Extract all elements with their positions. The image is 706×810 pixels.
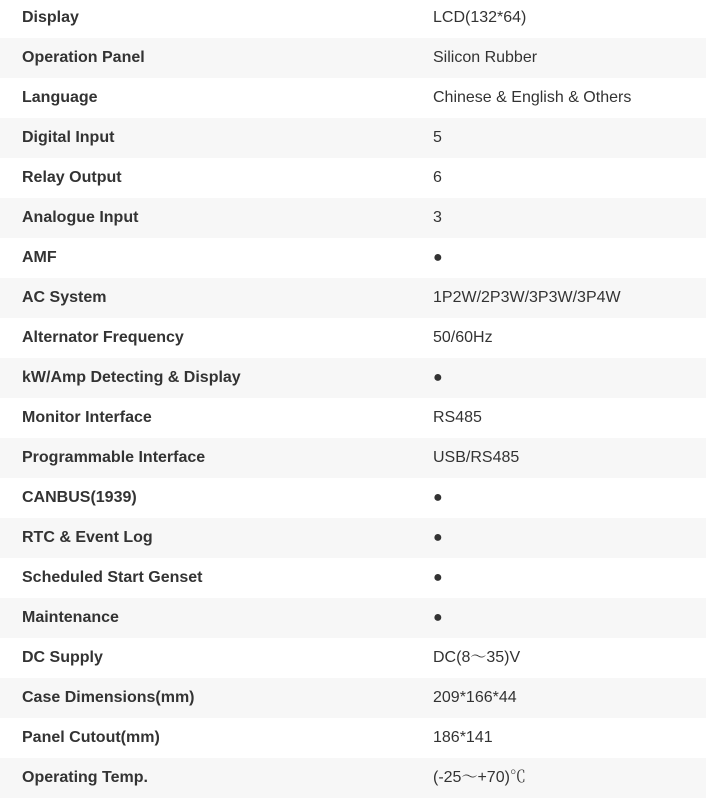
spec-value: 5 <box>433 129 442 146</box>
spec-value: ● <box>433 249 443 266</box>
spec-label: Alternator Frequency <box>22 329 184 346</box>
spec-label: Language <box>22 89 98 106</box>
table-row <box>0 318 706 358</box>
table-row <box>0 758 706 798</box>
spec-label: CANBUS(1939) <box>22 489 137 506</box>
spec-label: Analogue Input <box>22 209 139 226</box>
spec-value: DC(8～35)V <box>433 649 521 666</box>
spec-label: Panel Cutout(mm) <box>22 729 160 746</box>
spec-label: Digital Input <box>22 129 115 146</box>
spec-value: 50/60Hz <box>433 329 493 346</box>
table-row <box>0 478 706 518</box>
table-row <box>0 278 706 318</box>
spec-label: Operation Panel <box>22 49 145 66</box>
table-row <box>0 238 706 278</box>
table-row <box>0 718 706 758</box>
table-row <box>0 358 706 398</box>
spec-label: Maintenance <box>22 609 119 626</box>
table-row <box>0 558 706 598</box>
table-row <box>0 598 706 638</box>
spec-label: kW/Amp Detecting & Display <box>22 369 241 386</box>
table-row <box>0 638 706 678</box>
spec-value: 6 <box>433 169 442 186</box>
spec-value: ● <box>433 489 443 506</box>
spec-label: Scheduled Start Genset <box>22 569 203 586</box>
table-row <box>0 678 706 718</box>
spec-label: DC Supply <box>22 649 103 666</box>
spec-value: LCD(132*64) <box>433 9 527 26</box>
spec-label: Relay Output <box>22 169 122 186</box>
spec-value: 209*166*44 <box>433 689 517 706</box>
spec-value: 186*141 <box>433 729 493 746</box>
spec-value: ● <box>433 529 443 546</box>
spec-value: 1P2W/2P3W/3P3W/3P4W <box>433 289 621 306</box>
table-row <box>0 398 706 438</box>
spec-label: Operating Temp. <box>22 769 148 786</box>
spec-label: Case Dimensions(mm) <box>22 689 195 706</box>
spec-value: Silicon Rubber <box>433 49 538 66</box>
spec-label: Display <box>22 9 79 26</box>
table-row <box>0 158 706 198</box>
table-row <box>0 78 706 118</box>
table-row <box>0 198 706 238</box>
spec-label: Programmable Interface <box>22 449 206 466</box>
table-row <box>0 518 706 558</box>
spec-value: RS485 <box>433 409 482 426</box>
spec-label: RTC & Event Log <box>22 529 153 546</box>
spec-value: USB/RS485 <box>433 449 520 466</box>
spec-value: ● <box>433 369 443 386</box>
spec-label: AC System <box>22 289 107 306</box>
table-row <box>0 0 706 38</box>
spec-value: 3 <box>433 209 442 226</box>
spec-value: ● <box>433 569 443 586</box>
spec-label: Monitor Interface <box>22 409 152 426</box>
table-row <box>0 38 706 78</box>
spec-value: Chinese & English & Others <box>433 89 632 106</box>
spec-value: (-25～+70)℃ <box>433 769 526 786</box>
table-row <box>0 118 706 158</box>
spec-label: AMF <box>22 249 57 266</box>
spec-value: ● <box>433 609 443 626</box>
table-row <box>0 438 706 478</box>
